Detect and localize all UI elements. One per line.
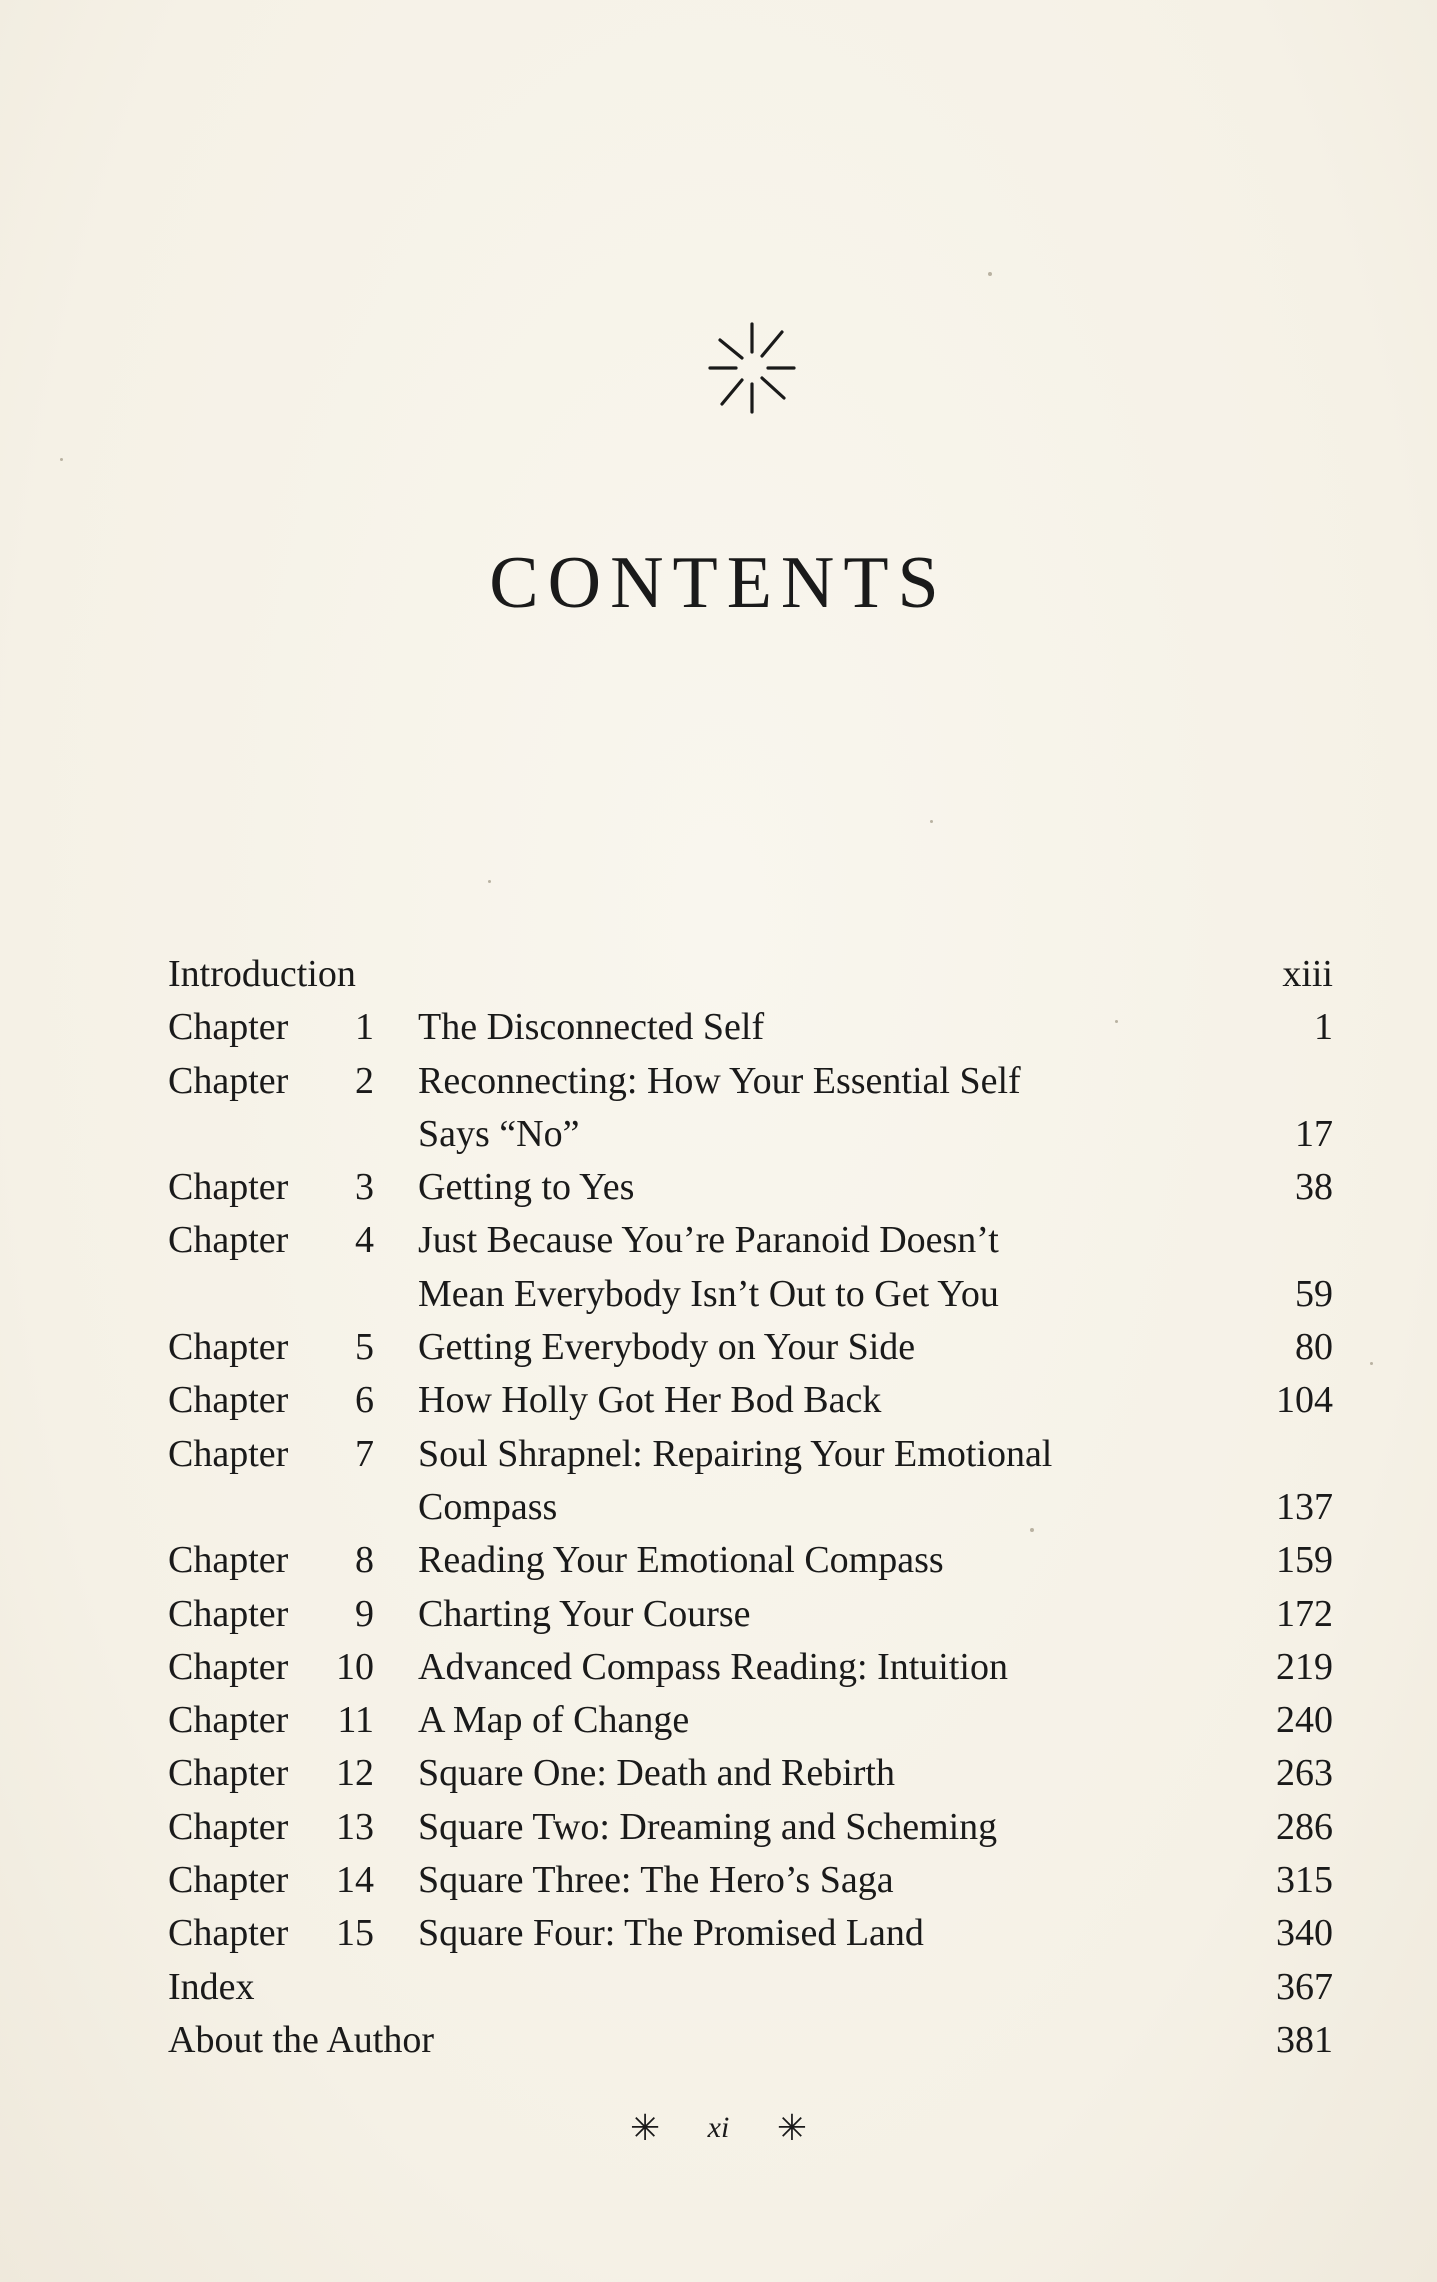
- chapter-word: Chapter: [168, 1805, 289, 1848]
- toc-entry: [168, 1055, 1333, 1162]
- chapter-number: 10: [336, 1645, 374, 1688]
- toc-entry-label: Index: [168, 1965, 255, 2008]
- toc-entry: [168, 1961, 1333, 2014]
- paper-speck: [988, 272, 992, 276]
- toc-entry-title: [418, 1801, 1213, 1854]
- toc-page-number: 104: [1276, 1379, 1333, 1422]
- toc-entry: [168, 1428, 1333, 1535]
- toc-entry: [168, 1801, 1333, 1854]
- chapter-word: Chapter: [168, 1166, 289, 1209]
- toc-entry: [168, 1214, 1333, 1321]
- toc-entry-label: [168, 1747, 418, 1800]
- toc-title-line: Getting to Yes: [418, 1166, 635, 1209]
- paper-speck: [60, 458, 63, 461]
- toc-entry-title: [418, 1534, 1213, 1587]
- right-asterisk-icon: ✳: [776, 2108, 807, 2148]
- page-footer: [0, 2110, 1437, 2146]
- toc-title-line: Square Two: Dreaming and Scheming: [418, 1805, 998, 1848]
- toc-title-line: Advanced Compass Reading: Intuition: [418, 1645, 1008, 1688]
- paper-speck: [1030, 1528, 1034, 1532]
- toc-entry-label: [168, 1374, 418, 1427]
- chapter-word: Chapter: [168, 1752, 289, 1795]
- toc-page-number: 17: [1295, 1112, 1333, 1155]
- toc-entry-title: [418, 1321, 1213, 1374]
- toc-entry-label: [168, 1161, 418, 1214]
- toc-entry: [168, 1747, 1333, 1800]
- chapter-word: Chapter: [168, 1059, 289, 1102]
- chapter-number: 7: [355, 1432, 374, 1475]
- toc-entry-title: [418, 1854, 1213, 1907]
- chapter-number: 3: [355, 1166, 374, 1209]
- toc-entry: [168, 1854, 1333, 1907]
- chapter-number: 5: [355, 1326, 374, 1369]
- toc-entry-label: Introduction: [168, 953, 356, 995]
- toc-title-line: Square Three: The Hero’s Saga: [418, 1859, 894, 1902]
- toc-title-line: A Map of Change: [418, 1699, 690, 1742]
- toc-title-line: How Holly Got Her Bod Back: [418, 1379, 882, 1422]
- toc-entry: [168, 1534, 1333, 1587]
- chapter-number: 13: [336, 1805, 374, 1848]
- toc-page-number: 240: [1276, 1699, 1333, 1742]
- chapter-word: Chapter: [168, 1006, 289, 1049]
- toc-page-number: 315: [1276, 1859, 1333, 1902]
- chapter-number: 15: [336, 1912, 374, 1955]
- toc-entry-label: [168, 1055, 418, 1108]
- toc-entry-title: [418, 1161, 1213, 1214]
- toc-page-number: 219: [1276, 1645, 1333, 1688]
- toc-entry-title: [418, 1641, 1213, 1694]
- paper-speck: [1115, 1020, 1118, 1023]
- toc-entry-label: [168, 1641, 418, 1694]
- toc-title-line: The Disconnected Self: [418, 1006, 765, 1049]
- page-title: CONTENTS: [489, 541, 948, 624]
- toc-title-line: Reconnecting: How Your Essential Self: [418, 1059, 1021, 1102]
- toc-page-number: 159: [1276, 1539, 1333, 1582]
- toc-title-line: Says “No”: [418, 1112, 580, 1155]
- left-asterisk-icon: ✳: [630, 2108, 661, 2148]
- toc-title-line: Charting Your Course: [418, 1592, 751, 1635]
- toc-title-line: Square One: Death and Rebirth: [418, 1752, 895, 1795]
- toc-title-line: Reading Your Emotional Compass: [418, 1539, 944, 1582]
- toc-entry: [168, 1907, 1333, 1960]
- toc-entry: [168, 1641, 1333, 1694]
- toc-title-line: Getting Everybody on Your Side: [418, 1326, 916, 1369]
- chapter-word: Chapter: [168, 1699, 289, 1742]
- page-folio: xi: [707, 2111, 730, 2144]
- toc-entry-title: [418, 1588, 1213, 1641]
- toc-entry-label: [168, 1854, 418, 1907]
- toc-entry-title: [418, 1694, 1213, 1747]
- toc-entry-label: [168, 1801, 418, 1854]
- toc-page-number: 286: [1276, 1805, 1333, 1848]
- toc-page-number: xiii: [1282, 953, 1333, 995]
- toc-entry-label: About the Author: [168, 2018, 434, 2061]
- toc-entry-label: [168, 1534, 418, 1587]
- chapter-word: Chapter: [168, 1859, 289, 1902]
- toc-entry: [168, 948, 1333, 1001]
- paper-speck: [488, 880, 491, 883]
- toc-entry: [168, 1161, 1333, 1214]
- toc-entry-label: [168, 1907, 418, 1960]
- toc-page-number: 137: [1276, 1485, 1333, 1528]
- toc-title-line: Compass: [418, 1485, 558, 1528]
- toc-entry-title: [418, 1747, 1213, 1800]
- toc-entry: [168, 1001, 1333, 1054]
- toc-title-line: Soul Shrapnel: Repairing Your Emotional: [418, 1432, 1053, 1475]
- chapter-word: Chapter: [168, 1912, 289, 1955]
- toc-page-number: 38: [1295, 1166, 1333, 1209]
- table-of-contents: [168, 948, 1333, 2067]
- toc-entry-label: [168, 1694, 418, 1747]
- chapter-word: Chapter: [168, 1432, 289, 1475]
- toc-entry-label: [168, 1001, 418, 1054]
- chapter-number: 9: [355, 1592, 374, 1635]
- chapter-word: Chapter: [168, 1592, 289, 1635]
- chapter-number: 2: [355, 1059, 374, 1102]
- chapter-number: 12: [336, 1752, 374, 1795]
- paper-speck: [1370, 1362, 1373, 1365]
- paper-speck: [930, 820, 933, 823]
- chapter-number: 11: [337, 1699, 374, 1742]
- toc-entry-label: [168, 1588, 418, 1641]
- toc-entry-title: [418, 1214, 1213, 1321]
- chapter-word: Chapter: [168, 1645, 289, 1688]
- toc-entry: [168, 2014, 1333, 2067]
- toc-title-line: Mean Everybody Isn’t Out to Get You: [418, 1272, 999, 1315]
- toc-page-number: 59: [1295, 1272, 1333, 1315]
- chapter-number: 4: [355, 1219, 374, 1262]
- toc-page-number: 172: [1276, 1592, 1333, 1635]
- chapter-number: 8: [355, 1539, 374, 1582]
- toc-entry: [168, 1321, 1333, 1374]
- toc-entry-title: [418, 1907, 1213, 1960]
- chapter-word: Chapter: [168, 1219, 289, 1262]
- chapter-word: Chapter: [168, 1379, 289, 1422]
- toc-entry: [168, 1694, 1333, 1747]
- chapter-number: 1: [355, 1006, 374, 1049]
- chapter-word: Chapter: [168, 1326, 289, 1369]
- toc-entry-label: [168, 1321, 418, 1374]
- toc-page-number: 80: [1295, 1326, 1333, 1369]
- toc-entry-title: [418, 1374, 1213, 1427]
- toc-entry: [168, 1374, 1333, 1427]
- toc-page-number: 381: [1276, 2018, 1333, 2061]
- toc-entry-label: [168, 1428, 418, 1481]
- toc-entry-title: [418, 1055, 1213, 1162]
- toc-entry: [168, 1588, 1333, 1641]
- toc-page-number: 1: [1314, 1006, 1333, 1049]
- toc-page-number: 340: [1276, 1912, 1333, 1955]
- toc-entry-label: [168, 1214, 418, 1267]
- toc-title-line: Just Because You’re Paranoid Doesn’t: [418, 1219, 999, 1262]
- chapter-word: Chapter: [168, 1539, 289, 1582]
- toc-entry-title: [418, 1001, 1213, 1054]
- asterisk-sunburst-icon: [702, 318, 802, 418]
- chapter-number: 6: [355, 1379, 374, 1422]
- toc-entry-title: [418, 1428, 1213, 1535]
- toc-title-line: Square Four: The Promised Land: [418, 1912, 924, 1955]
- toc-page-number: 263: [1276, 1752, 1333, 1795]
- chapter-number: 14: [336, 1859, 374, 1902]
- toc-page-number: 367: [1276, 1965, 1333, 2008]
